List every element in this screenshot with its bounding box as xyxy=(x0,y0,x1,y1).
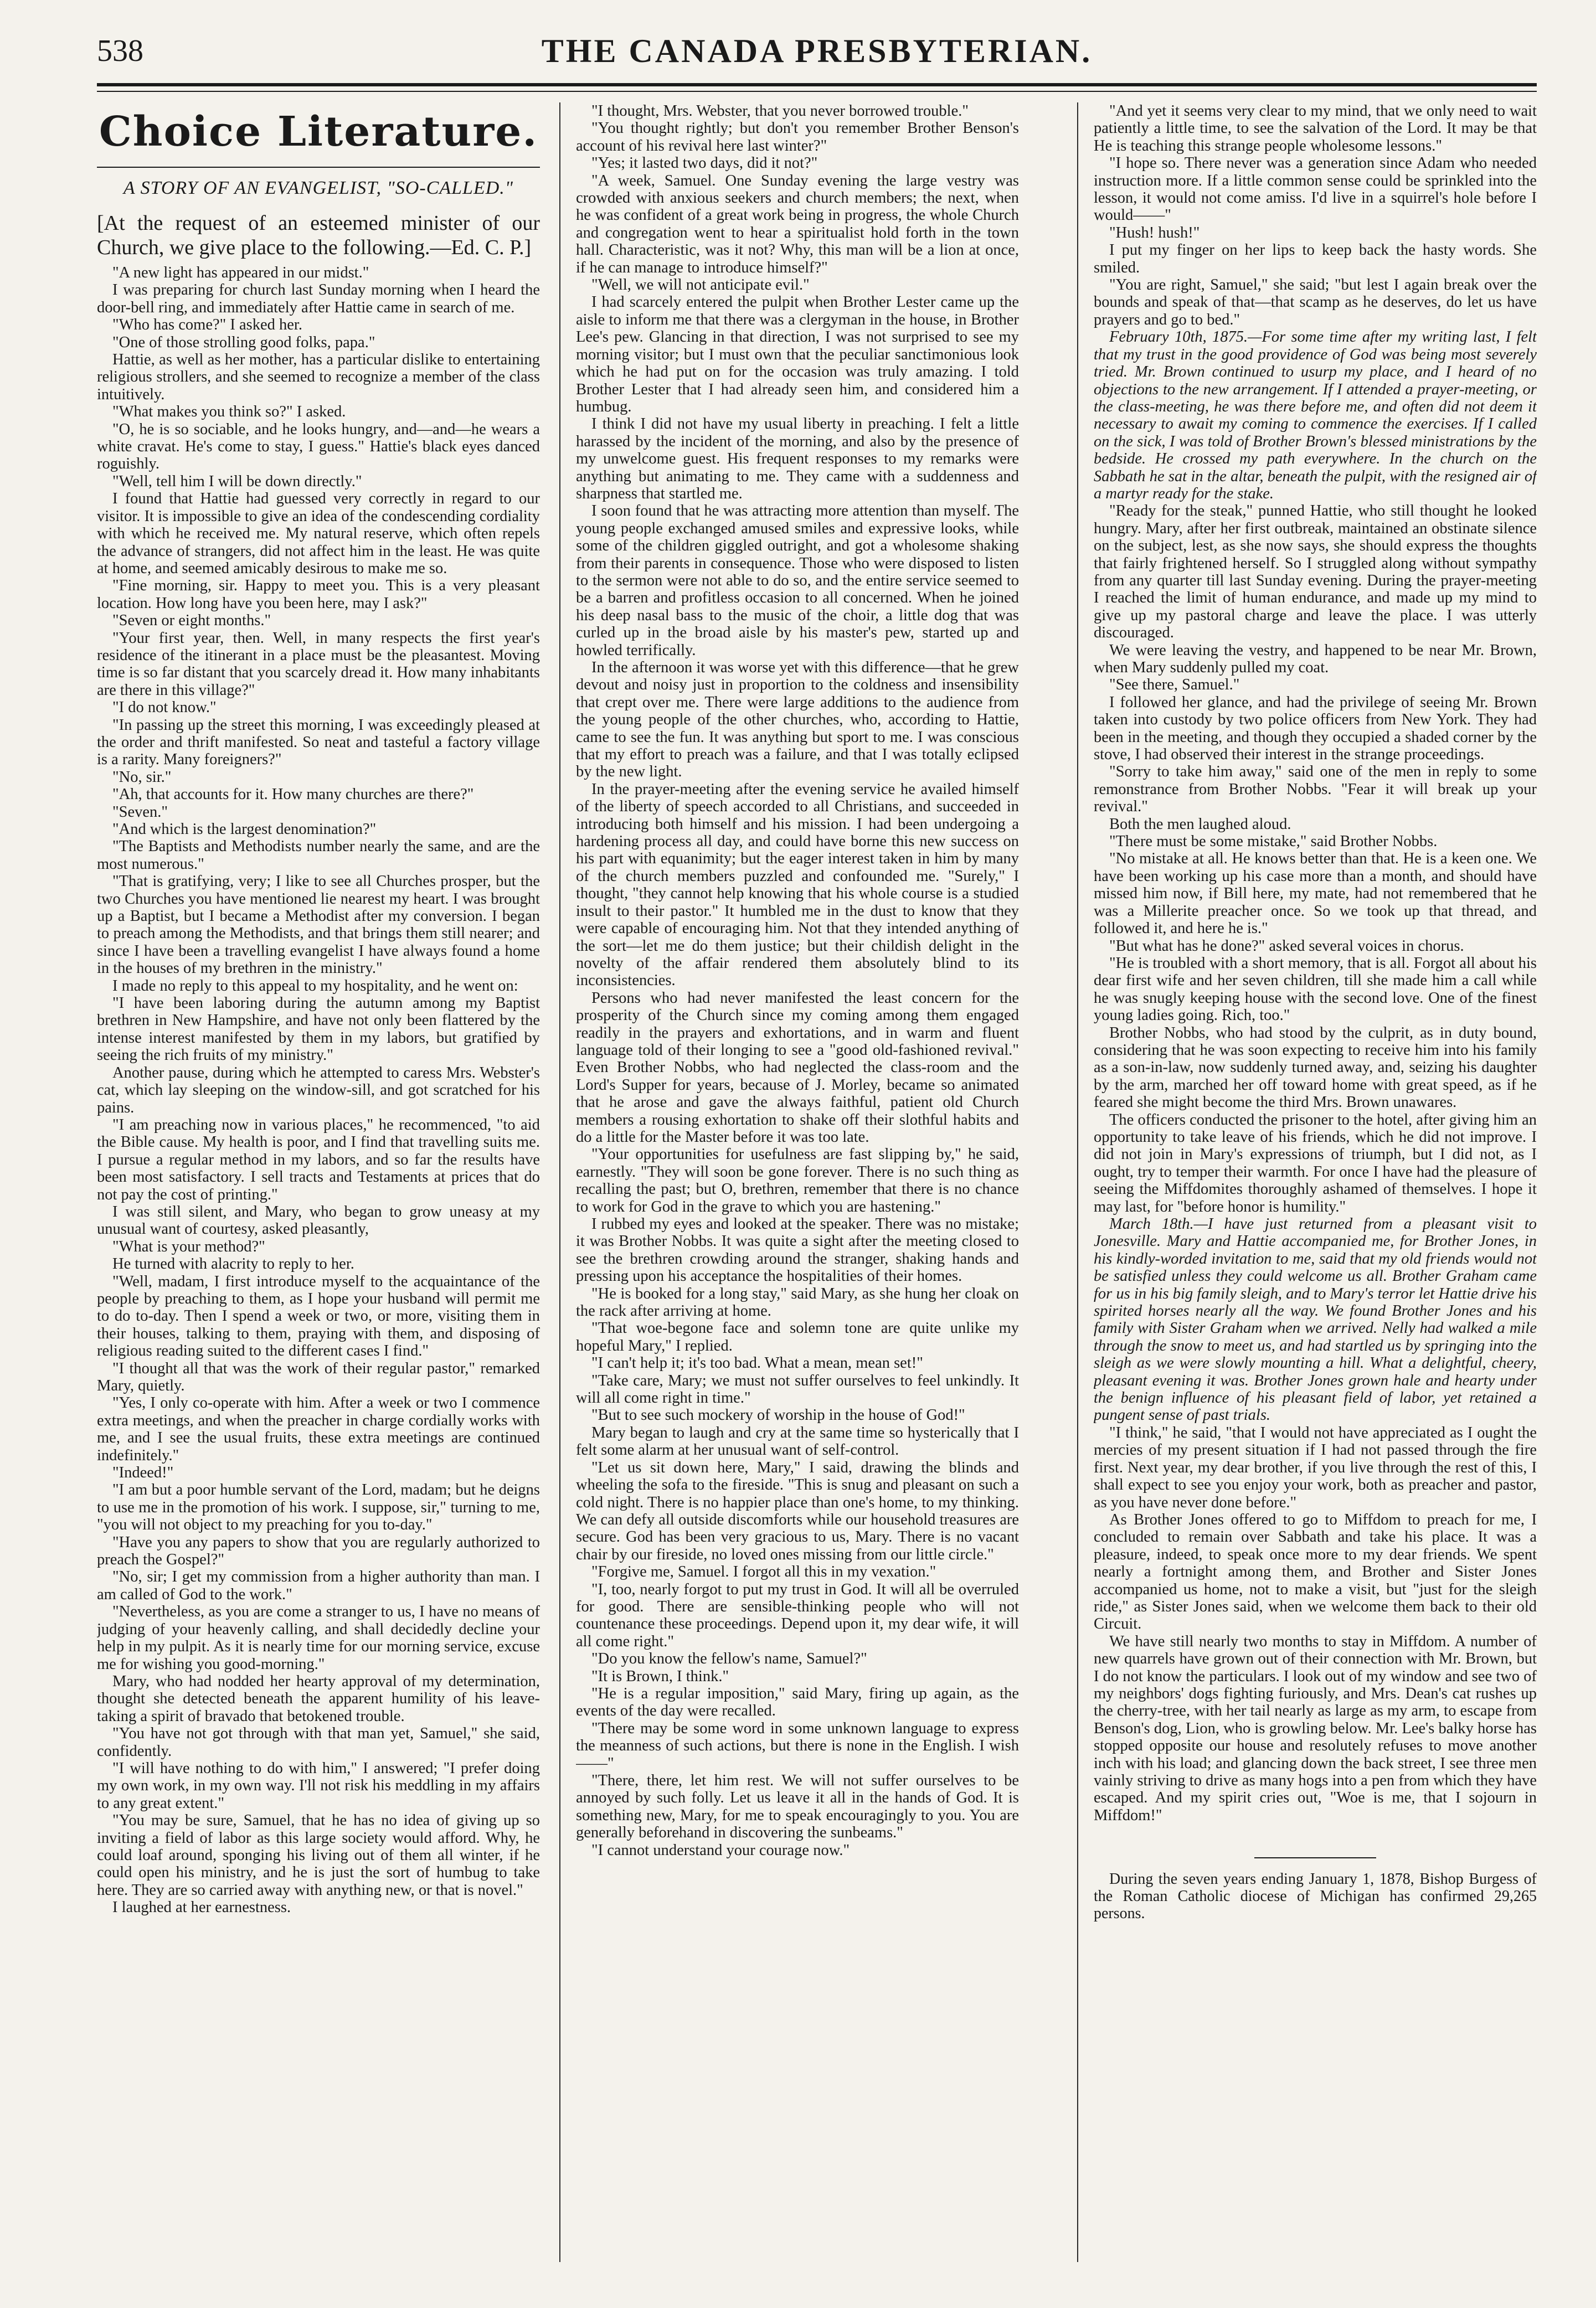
paragraph: "What is your method?" xyxy=(112,1238,265,1255)
paragraph: Another pause, during which he attempted to caress Mrs. Webster's cat, which lay sleeping on the window-sill, and got scratched for his pains. xyxy=(97,1064,540,1116)
paragraph: "I think," he said, "that I would not have appreciated as I ought the mercies of my present situation if I had not passed through the fire first. Next year, my dear brother, if you live through the rest of this, I shall expect to see you enjoy your work, both as preacher and pastor, as you have never done before." xyxy=(1094,1424,1537,1511)
paragraph: "A new light has appeared in our midst." xyxy=(112,264,369,281)
paragraph: "Nevertheless, as you are come a stranger to us, I have no means of judging of your heavenly calling, and shall decidedly decline your help in my pulpit. As it is nearly time for our morning service, excuse me for wishing you good-morning." xyxy=(97,1603,540,1673)
paragraph: "Indeed!" xyxy=(112,1464,174,1482)
paragraph: "The Baptists and Methodists number nearly the same, and are the most numerous." xyxy=(97,838,540,873)
paragraph: In the afternoon it was worse yet with this difference—that he grew devout and noisy just in proportion to the coldness and insensibility that crept over me. There were large additions to the audience from the young people of the other churches, who, according to Hattie, came to see the fun. It was anything but sport to me. I was conscious that my effort to preach was a failure, and that I was totally eclipsed by the new light. xyxy=(576,659,1019,781)
paragraph: "A week, Samuel. One Sunday evening the large vestry was crowded with anxious seekers and church members; the next, when he was confident of a great work being in progress, the whole Church and congregation went to hear a spiritualist hold forth in the town hall. Characteristic, was it not? Why, this man will be a lion at once, if he can manage to introduce himself?" xyxy=(576,172,1019,276)
column-2-text xyxy=(576,102,1019,1859)
paragraph: Hattie, as well as her mother, has a particular dislike to entertaining religious strollers, and she seemed to recognize a member of the class intuitively. xyxy=(97,351,540,403)
paragraph: Brother Nobbs, who had stood by the culprit, as in duty bound, considering that he was soon expecting to receive him into his family as a son-in-law, now suddenly turned away, and, seizing his daughter by the arm, marched her off toward home with great speed, as if he feared she might become the third Mrs. Brown unawares. xyxy=(1094,1024,1537,1111)
paragraph: Both the men laughed aloud. xyxy=(1109,815,1291,833)
footnote: During the seven years ending January 1, 1878, Bishop Burgess of the Roman Catholic diocese of Michigan has confirmed 29,265 persons. xyxy=(1094,1871,1537,1923)
paragraph: Persons who had never manifested the least concern for the prosperity of the Church since my coming among them engaged readily in the prayers and exhortations, and in warm and fluent language told of their longing to see a "good old-fashioned revival." Even Brother Nobbs, who had neglected the class-room and the Lord's Supper for years, because of J. Morley, became so animated that he arose and gave the always faithful, patient old Church members a rousing exhortation to shake off their slothful habits and do a little for the Master before it was too late. xyxy=(576,989,1019,1146)
paragraph: "It is Brown, I think." xyxy=(591,1667,729,1685)
paragraph: "One of those strolling good folks, papa." xyxy=(112,333,375,351)
paragraph: "Well, madam, I first introduce myself to the acquaintance of the people by preaching to them, as I hope your husband will permit me to do to-day. Then I spend a week or two, or more, visiting them in their houses, talking to them, praying with them, and disposing of religious reading suited to the different cases I find." xyxy=(97,1273,540,1360)
paragraph: Mary began to laugh and cry at the same time so hysterically that I felt some alarm at her unusual want of self-control. xyxy=(576,1424,1019,1459)
paragraph: "Fine morning, sir. Happy to meet you. This is a very pleasant location. How long have you been here, may I ask?" xyxy=(97,577,540,612)
column-divider xyxy=(1077,102,1078,2262)
paragraph: "Well, tell him I will be down directly." xyxy=(112,472,362,490)
paragraph: I found that Hattie had guessed very correctly in regard to our visitor. It is impossible to give an idea of the condescending cordiality with which he received me. My natural reserve, which often repels the advance of strangers, did not affect him in the least. He was quite at home, and seemed amicably desirous to make me so. xyxy=(97,490,540,577)
paragraph: "I am preaching now in various places," he recommenced, "to aid the Bible cause. My health is poor, and I find that travelling suits me. I pursue a regular method in my labors, and so far the results have been most satisfactory. I sell tracts and Testaments at prices that do not pay the cost of printing." xyxy=(97,1116,540,1203)
paragraph: "I hope so. There never was a generation since Adam who needed instruction more. If a little common sense could be sprinkled into the lesson, it would not come amiss. I'd live in a squirrel's hole before I would——" xyxy=(1094,154,1537,224)
paragraph: "You have not got through with that man yet, Samuel," she said, confidently. xyxy=(97,1725,540,1760)
paragraph: "Have you any papers to show that you are regularly authorized to preach the Gospel?" xyxy=(97,1533,540,1569)
paragraph: "No mistake at all. He knows better than that. He is a keen one. We have been working up his case more than a month, and should have missed him now, if Bill here, my mate, had not remembered that he was a Millerite preacher once. So we took up that thread, and followed it, and here he is." xyxy=(1094,850,1537,937)
paragraph: "Who has come?" I asked her. xyxy=(112,316,302,334)
paragraph: In the prayer-meeting after the evening service he availed himself of the liberty of speech accorded to all Christians, and succeeded in introducing both himself and his mission. I had been undergoing a hardening process all day, and could have borne this new success on his part with equanimity; but the eager interest taken in him by many of the church members puzzled and confounded me. "Surely," I thought, "they cannot help knowing that his whole course is a studied insult to their pastor." It humbled me in the dust to know that they were capable of encouraging him. Not that they intended anything of the sort—let me do them justice; but their childish delight in the novelty of the affair rendered them absolutely blind to its inconsistencies. xyxy=(576,780,1019,990)
paragraph: "There, there, let him rest. We will not suffer ourselves to be annoyed by such folly. Let us leave it all in the hands of God. It is something new, Mary, for me to speak encouragingly to you. You are generally beforehand in discovering the sunbeams." xyxy=(576,1772,1019,1842)
paragraph: "There must be some mistake," said Brother Nobbs. xyxy=(1109,833,1438,851)
paragraph: "Yes; it lasted two days, did it not?" xyxy=(591,154,818,172)
paragraph: "Let us sit down here, Mary," I said, drawing the blinds and wheeling the sofa to the fireside. "This is snug and pleasant on such a cold night. There is no happier place than one's home, to my thinking. We can defy all outside discomforts while our household treasures are secure. God has been very gracious to us, Mary. There is no vacant chair by our fireside, no loved ones missing from our little circle." xyxy=(576,1459,1019,1563)
paragraph: "In passing up the street this morning, I was exceedingly pleased at the order and thrift manifested. So neat and tasteful a factory village is a rarity. Many foreigners?" xyxy=(97,716,540,769)
footnote-rule xyxy=(1254,1857,1376,1858)
paragraph: "You are right, Samuel," she said; "but lest I again break over the bounds and speak of that—that scamp as he deserves, do let us have prayers and go to bed." xyxy=(1094,276,1537,328)
paragraph: I soon found that he was attracting more attention than myself. The young people exchanged amused smiles and expressive looks, while some of the children giggled outright, and got a wholesome shaking from their parents in consequence. Those who were disposed to listen to the sermon were not able to do so, and the entire service seemed to be a barren and profitless occasion to all concerned. When he joined his deep nasal bass to the music of the choir, a little dog that was curled up in the broad aisle by his master's pew, started up and howled terrifically. xyxy=(576,502,1019,659)
section-heading: Choice Literature. xyxy=(99,108,538,156)
paragraph: "There may be some word in some unknown language to express the meanness of such actions, but there is none in the English. I wish——" xyxy=(576,1719,1019,1772)
paragraph: "No, sir." xyxy=(112,768,172,786)
paragraph: I laughed at her earnestness. xyxy=(112,1899,291,1917)
paragraph: "I can't help it; it's too bad. What a mean, mean set!" xyxy=(591,1354,923,1372)
page-number: 538 xyxy=(97,34,143,68)
paragraph: "O, he is so sociable, and he looks hungry, and—and—he wears a white cravat. He's come to stay, I guess." Hattie's black eyes danced roguishly. xyxy=(97,420,540,473)
paragraph: "That woe-begone face and solemn tone are quite unlike my hopeful Mary," I replied. xyxy=(576,1320,1019,1354)
column-divider xyxy=(559,102,560,2262)
column-3-text xyxy=(1094,102,1537,1824)
paragraph: "I thought all that was the work of their regular pastor," remarked Mary, quietly. xyxy=(97,1359,540,1394)
column-3 xyxy=(1094,102,1537,2281)
paragraph: Mary, who had nodded her hearty approval of my determination, thought she detected beneath the apparent humility of his leave-taking a spirit of bravado that betokened trouble. xyxy=(97,1672,540,1725)
paragraph: "And yet it seems very clear to my mind, that we only need to wait patiently a little time, to see the salvation of the Lord. It may be that He is teaching this strange people wholesome lessons." xyxy=(1094,102,1537,154)
paragraph: "He is booked for a long stay," said Mary, as she hung her cloak on the rack after arriving at home. xyxy=(576,1285,1019,1320)
paragraph: "Forgive me, Samuel. I forgot all this in my vexation." xyxy=(591,1563,936,1581)
paragraph: "Take care, Mary; we must not suffer ourselves to feel unkindly. It will all come right in time." xyxy=(576,1372,1019,1407)
story-title: A STORY OF AN EVANGELIST, "SO-CALLED." xyxy=(123,178,514,198)
paragraph: "No, sir; I get my commission from a higher authority than man. I am called of God to the work." xyxy=(97,1568,540,1603)
paragraph: "What makes you think so?" I asked. xyxy=(112,403,346,421)
publication-title: THE CANADA PRESBYTERIAN. xyxy=(541,33,1093,69)
paragraph: "But to see such mockery of worship in the house of God!" xyxy=(591,1407,965,1424)
paragraph: I had scarcely entered the pulpit when Brother Lester came up the aisle to inform me that there was a clergyman in the house, in Brother Lee's pew. Glancing in that direction, I was not surprised to see my morning visitor; but I must own that the peculiar sanctimonious look which he had put on for the occasion was truly amazing. I told Brother Lester that I had already seen him, and considered him a humbug. xyxy=(576,293,1019,415)
paragraph: "Seven or eight months." xyxy=(112,612,271,630)
paragraph: "Your first year, then. Well, in many respects the first year's residence of the itinerant in a place must be the pleasantest. Moving time is so far distant that you scarcely dread it. How many inhabitants are there in this village?" xyxy=(97,629,540,699)
paragraph: "Hush! hush!" xyxy=(1109,224,1200,241)
paragraph: "That is gratifying, very; I like to see all Churches prosper, but the two Churches you have mentioned lie nearest my heart. I was brought up a Baptist, but I became a Methodist after my conversion. I began to preach among the Methodists, and that brings them still nearer; and since I have been a travelling evangelist I have always found a home in the houses of my brethren in the ministry." xyxy=(97,873,540,977)
paragraph: "You may be sure, Samuel, that he has no idea of giving up so inviting a field of labor as this large society would afford. Why, he could loaf around, sponging his living out of them all winter, if he could open his ministry, and he is just the sort of humbug to take here. They are so carried away with anything new, or that is novel." xyxy=(97,1812,540,1899)
page-header xyxy=(97,28,1537,72)
paragraph: "Sorry to take him away," said one of the men in reply to some remonstrance from Brother Nobbs. "Fear it will break up your revival." xyxy=(1094,763,1537,816)
paragraph: "He is a regular imposition," said Mary, firing up again, as the events of the day were recalled. xyxy=(576,1684,1019,1720)
paragraph: As Brother Jones offered to go to Miffdom to preach for me, I concluded to remain over Sabbath and take his place. It was a pleasure, indeed, to speak once more to my dear friends. We spent nearly a fortnight among them, and Brother and Sister Jones accompanied us home, not to make a visit, but "just for the sleigh ride," as Sister Jones said, when we welcome them back to their old Circuit. xyxy=(1094,1511,1537,1633)
paragraph: "I have been laboring during the autumn among my Baptist brethren in New Hampshire, and have not only been flattered by the intense interest manifested by them in my labors, but gratified by seeing the rich fruits of my ministry." xyxy=(97,995,540,1064)
paragraph: I was still silent, and Mary, who began to grow uneasy at my unusual want of courtesy, asked pleasantly, xyxy=(97,1203,540,1238)
paragraph: "I am but a poor humble servant of the Lord, madam; but he deigns to use me in the promotion of his work. I suppose, sir," turning to me, "you will not object to my preaching for you to-day." xyxy=(97,1481,540,1534)
paragraph: The officers conducted the prisoner to the hotel, after giving him an opportunity to take leave of his friends, which he did not improve. I did not join in Mary's expressions of triumph, but I did not, as I ought, try to temper their warmth. For once I have had the pleasure of seeing the Miffdomites thoroughly ashamed of themselves. I hope it may last, for "before honor is humility." xyxy=(1094,1111,1537,1215)
paragraph: "I cannot understand your courage now." xyxy=(591,1841,850,1859)
paragraph: I put my finger on her lips to keep back the hasty words. She smiled. xyxy=(1094,241,1537,276)
paragraph: We were leaving the vestry, and happened to be near Mr. Brown, when Mary suddenly pulled my coat. xyxy=(1094,641,1537,676)
paragraph: "He is troubled with a short memory, that is all. Forgot all about his dear first wife and her seven children, till she made him a call while he was snugly keeping house with the second love. One of the finest young ladies going. Rich, too." xyxy=(1094,954,1537,1024)
paragraph: I rubbed my eyes and looked at the speaker. There was no mistake; it was Brother Nobbs. It was quite a sight after the meeting closed to see the brethren crowding around the stranger, shaking hands and pressing upon his acceptance the hospitalities of their homes. xyxy=(576,1215,1019,1285)
paragraph: "But what has he done?" asked several voices in chorus. xyxy=(1109,937,1464,955)
paragraph: "Well, we will not anticipate evil." xyxy=(591,276,810,294)
header-rule xyxy=(97,83,1537,86)
paragraph: "Ready for the steak," punned Hattie, who still thought he looked hungry. Mary, after her first outbreak, maintained an obstinate silence on the subject, lest, as she now says, she should express the thoughts that fairly frightened herself. So I struggled along without sympathy from any quarter till last Sunday evening. During the prayer-meeting I reached the limit of human endurance, and made up my mind to give up my pastoral charge and leave the place. I was utterly discouraged. xyxy=(1094,502,1537,642)
paragraph: "Ah, that accounts for it. How many churches are there?" xyxy=(112,786,474,803)
paragraph: March 18th.—I have just returned from a pleasant visit to Jonesville. Mary and Hattie accompanied me, for Brother Jones, in his kindly-worded invitation to me, said that my old friends would not be satisfied unless they could welcome us all. Brother Graham came for us in his big family sleigh, and to Mary's terror let Hattie drive his spirited horses nearly all the way. We found Brother Jones and his family with Sister Graham when we arrived. Nelly had walked a mile through the snow to meet us, and had startled us by springing into the sleigh as we were slowly mounting a hill. What a delightful, cheery, pleasant evening it was. Brother Jones grown hale and hearty under the benign influence of his pleasant field of labor, yet retained a pungent sense of past trials. xyxy=(1094,1215,1537,1424)
column-1 xyxy=(97,102,540,2281)
paragraph: "Yes, I only co-operate with him. After a week or two I commence extra meetings, and when the preacher in charge cordially works with me, and I see the usual fruits, these extra meetings are continued indefinitely." xyxy=(97,1394,540,1464)
paragraph: He turned with alacrity to reply to her. xyxy=(112,1255,354,1273)
paragraph: "I do not know." xyxy=(112,699,217,717)
section-rule xyxy=(97,167,540,168)
paragraph: We have still nearly two months to stay in Miffdom. A number of new quarrels have grown out of their connection with Mr. Brown, but I do not know the particulars. I look out of my window and see two of my neighbors' dogs fighting furiously, and Mrs. Dean's cat rushes up the cherry-tree, with her tail nearly as large as my arm, to escape from Benson's dog, Lion, who is growling below. Mr. Lee's balky horse has stopped opposite our house and resolutely refuses to move another inch with his load; and glancing down the back street, I see three men vainly striving to drive as many hogs into a pen from which they have escaped. And my spirit cries out, "Woe is me, that I sojourn in Miffdom!" xyxy=(1094,1632,1537,1824)
paragraph: "And which is the largest denomination?" xyxy=(112,821,377,838)
header-rule-thin xyxy=(97,91,1537,92)
column-2 xyxy=(576,102,1019,2281)
paragraph: "I will have nothing to do with him," I answered; "I prefer doing my own work, in my own way. I'll not risk his meddling in my affairs to any great extent." xyxy=(97,1759,540,1812)
paragraph: I followed her glance, and had the privilege of seeing Mr. Brown taken into custody by two police officers from New York. They had been in the meeting, and though they occupied a shaded corner by the stove, I had observed their interest in the strange proceedings. xyxy=(1094,693,1537,764)
paragraph: "You thought rightly; but don't you remember Brother Benson's account of his revival here last winter?" xyxy=(576,120,1019,154)
paragraph: "Do you know the fellow's name, Samuel?" xyxy=(591,1650,867,1668)
paragraph: "Seven." xyxy=(112,803,168,821)
column-1-text xyxy=(97,264,540,1917)
paragraph: February 10th, 1875.—For some time after my writing last, I felt that my trust in the good providence of God was being most severely tried. Mr. Brown continued to usurp my place, and I heard of no objections to the new arrangement. If I attended a prayer-meeting, or the class-meeting, he was there before me, and often did not deem it necessary to await my coming to commence the exercises. If I called on the sick, I was told of Brother Brown's blessed ministrations by the bedside. He crossed my path everywhere. In the church on the Sabbath he sat in the altar, beneath the pulpit, with the resigned air of a martyr ready for the stake. xyxy=(1094,328,1537,502)
paragraph: I think I did not have my usual liberty in preaching. I felt a little harassed by the incident of the morning, and also by the presence of my unwelcome guest. His frequent responses to my remarks were anything but animating to me. They came with a suddenness and sharpness that startled me. xyxy=(576,415,1019,502)
paragraph: I made no reply to this appeal to my hospitality, and he went on: xyxy=(112,977,518,995)
paragraph: I was preparing for church last Sunday morning when I heard the door-bell ring, and immediately after Hattie came in search of me. xyxy=(97,281,540,316)
paragraph: "I thought, Mrs. Webster, that you never borrowed trouble." xyxy=(591,102,969,120)
paragraph: "I, too, nearly forgot to put my trust in God. It will all be overruled for good. There are sensible-thinking people who will not countenance these proceedings. Depend upon it, my dear wife, it will all come right." xyxy=(576,1580,1019,1650)
paragraph: "Your opportunities for usefulness are fast slipping by," he said, earnestly. "They will soon be gone forever. There is no such thing as recalling the past; but O, brethren, remember that there is no chance to work for God in the grave to which you are hastening." xyxy=(576,1146,1019,1215)
editor-note: [At the request of an esteemed minister of our Church, we give place to the following.—Ed. C. P.] xyxy=(97,212,540,259)
paragraph: "See there, Samuel." xyxy=(1109,676,1240,694)
